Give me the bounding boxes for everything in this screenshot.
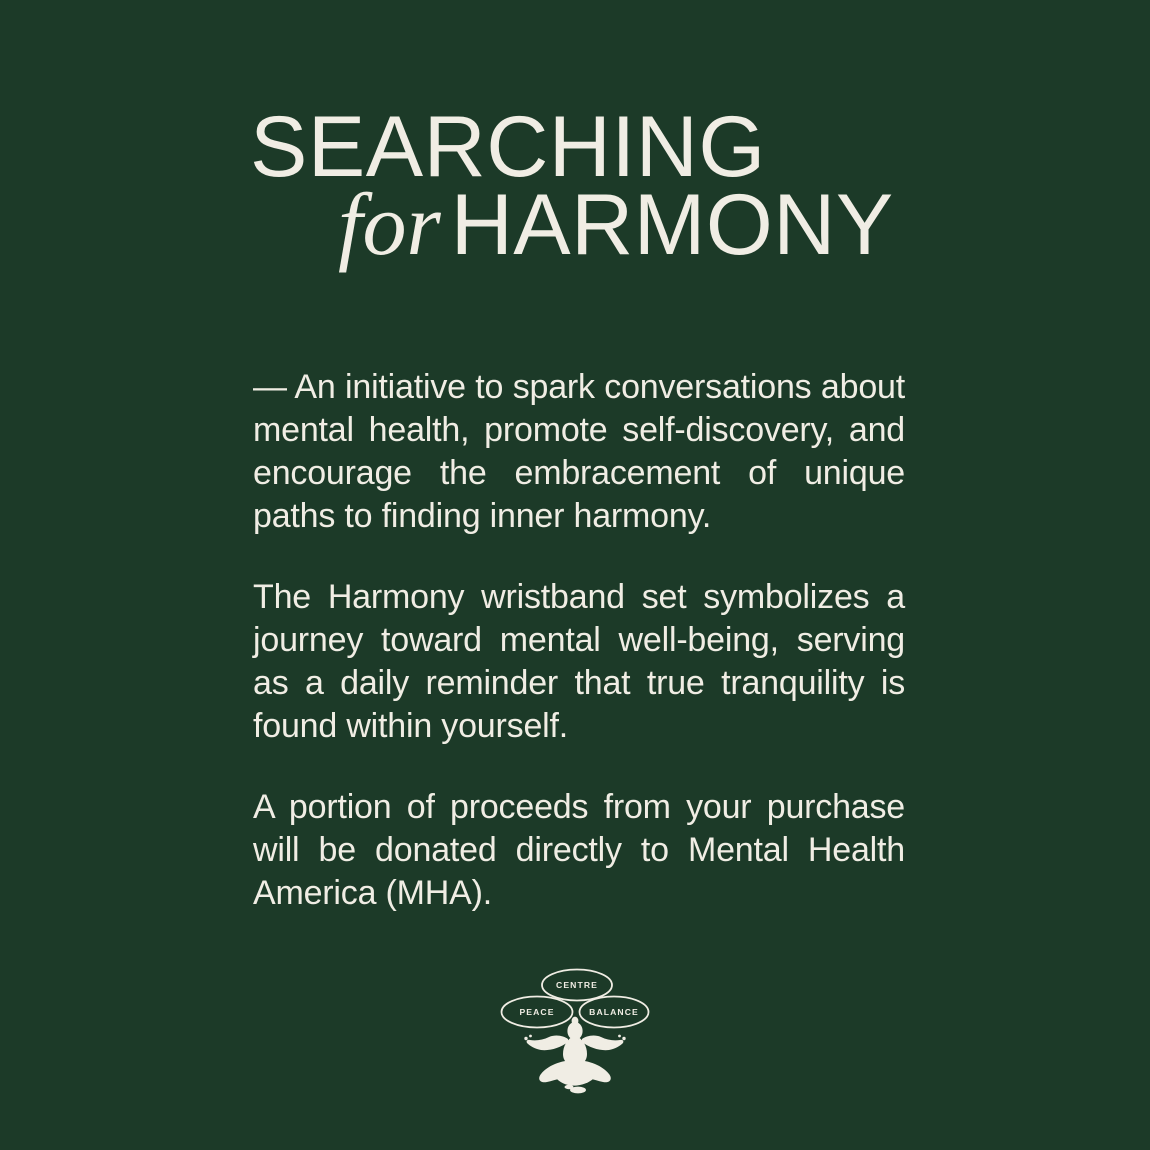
poster-title (250, 99, 894, 274)
title-line-for-harmony (338, 177, 894, 274)
paragraph-initiative: — An initiative to spark conversations about mental health, promote self-discovery, and encourage the embracement of unique paths to finding inner harmony. (253, 368, 905, 535)
logo-graphic (497, 963, 657, 1103)
title-word-harmony: HARMONY (450, 177, 894, 273)
title-line-searching: SEARCHING (250, 99, 766, 195)
title-word-for: for (338, 177, 441, 274)
peace-label: PEACE (519, 1007, 555, 1017)
poster-body (253, 366, 905, 915)
paragraph-wristband: The Harmony wristband set symbolizes a journey toward mental well-being, serving as a daily reminder that true tranquility is found within yourself. (253, 578, 905, 745)
centre-label: CENTRE (556, 980, 598, 990)
brand-logo (497, 963, 657, 1103)
paragraph-donation: A portion of proceeds from your purchase will be donated directly to Mental Health America (MHA). (253, 788, 905, 912)
balance-label: BALANCE (589, 1007, 639, 1017)
